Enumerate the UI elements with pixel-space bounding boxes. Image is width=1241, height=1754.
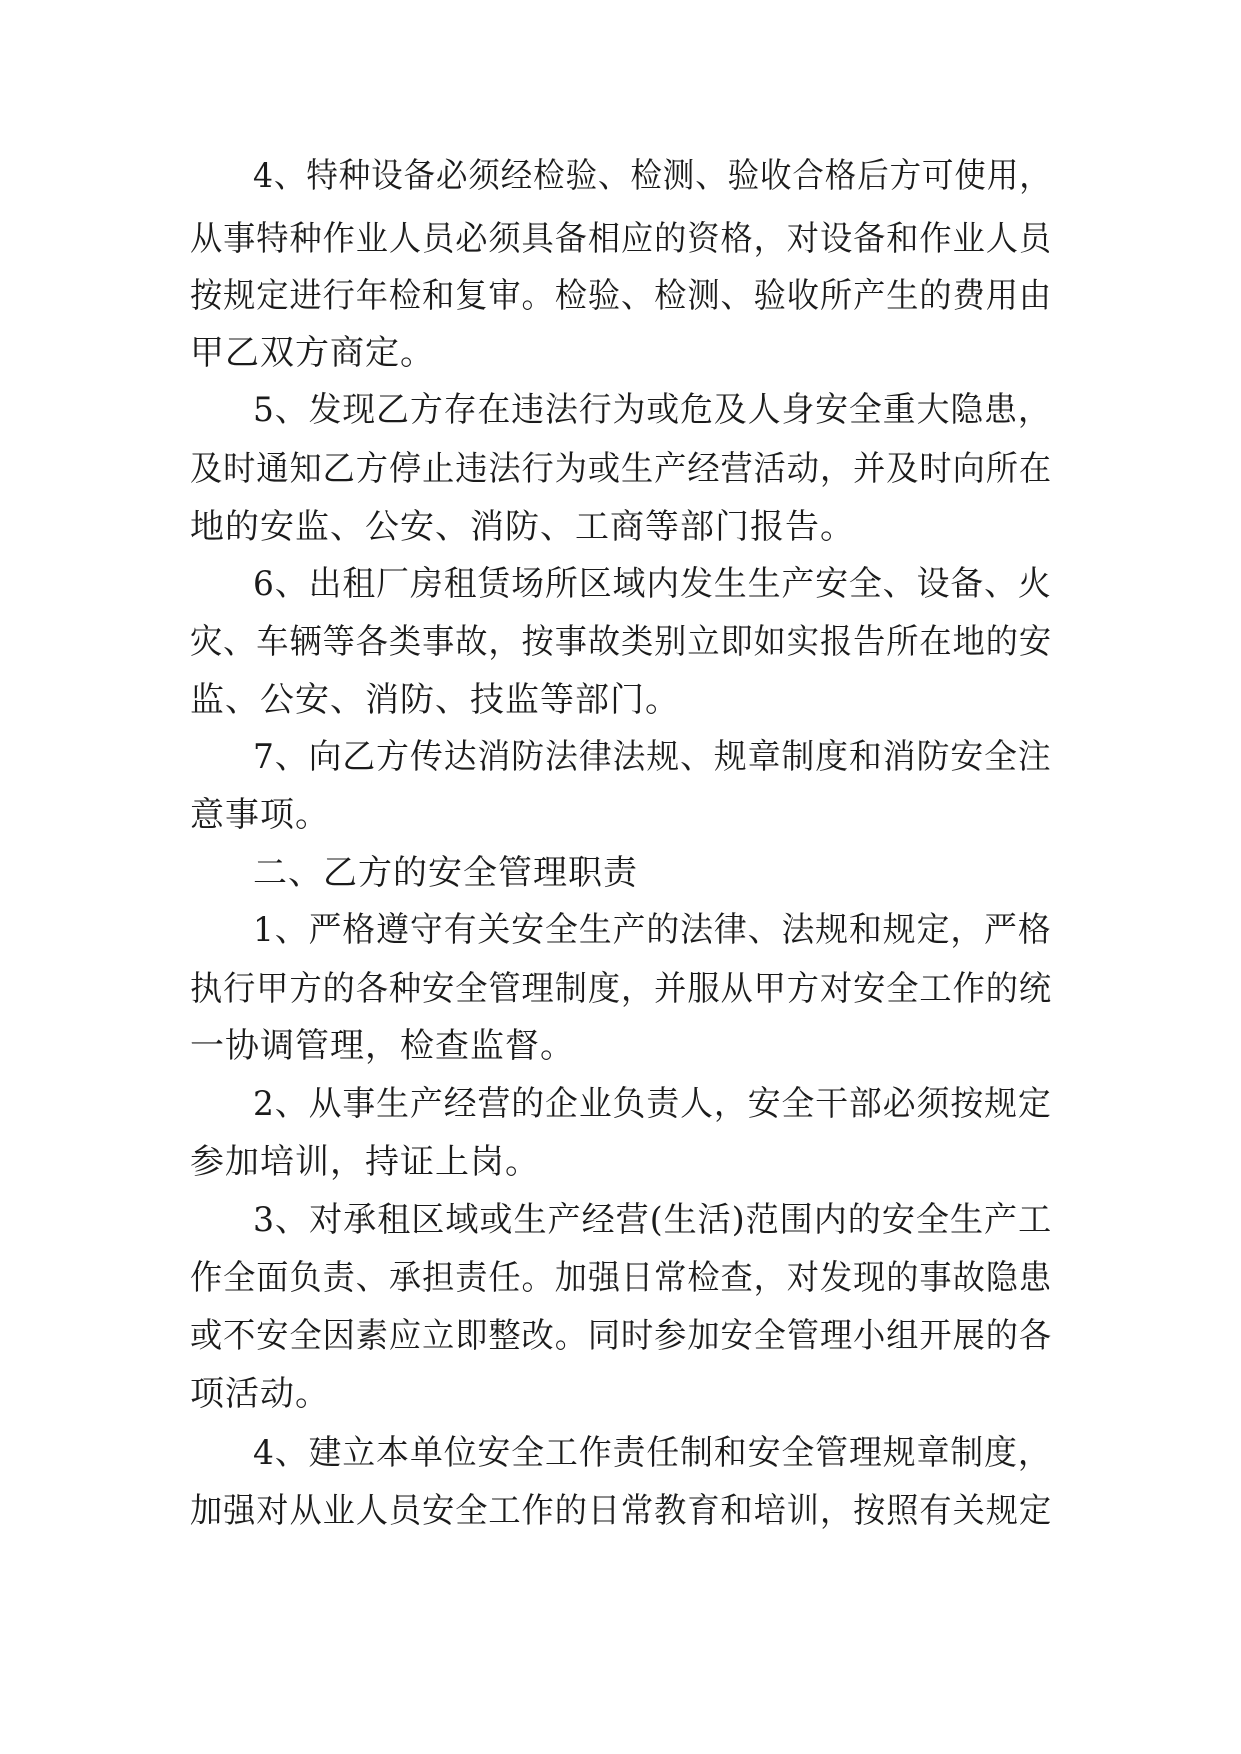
text-line: 6、出租厂房租赁场所区域内发生生产安全、设备、火	[253, 564, 1052, 604]
text-line: 加强对从业人员安全工作的日常教育和培训，按照有关规定	[190, 1491, 1053, 1531]
text-line: 从事特种作业人员必须具备相应的资格，对设备和作业人员	[190, 219, 1053, 259]
text-line: 4、特种设备必须经检验、检测、验收合格后方可使用，	[253, 156, 1052, 196]
text-line: 3、对承租区域或生产经营(生活)范围内的安全生产工	[253, 1200, 1053, 1240]
text-line: 作全面负责、承担责任。加强日常检查，对发现的事故隐患	[190, 1258, 1053, 1298]
text-line: 参加培训，持证上岗。	[190, 1142, 540, 1182]
text-line: 地的安监、公安、消防、工商等部门报告。	[190, 507, 855, 547]
text-line: 7、向乙方传达消防法律法规、规章制度和消防安全注	[253, 737, 1052, 777]
text-line: 执行甲方的各种安全管理制度，并服从甲方对安全工作的统	[190, 969, 1053, 1009]
text-line: 1、严格遵守有关安全生产的法律、法规和规定，严格	[253, 910, 1052, 950]
text-line: 4、建立本单位安全工作责任制和安全管理规章制度，	[253, 1433, 1052, 1473]
text-line: 意事项。	[190, 795, 330, 835]
text-line: 或不安全因素应立即整改。同时参加安全管理小组开展的各	[190, 1316, 1053, 1356]
text-line: 按规定进行年检和复审。检验、检测、验收所产生的费用由	[190, 276, 1053, 316]
text-line: 项活动。	[190, 1374, 330, 1414]
text-line: 5、发现乙方存在违法行为或危及人身安全重大隐患，	[253, 390, 1052, 430]
text-line: 监、公安、消防、技监等部门。	[190, 680, 680, 720]
text-line: 甲乙双方商定。	[190, 333, 435, 373]
text-line: 一协调管理，检查监督。	[190, 1026, 575, 1066]
text-line: 2、从事生产经营的企业负责人，安全干部必须按规定	[253, 1084, 1052, 1124]
section-heading: 二、乙方的安全管理职责	[253, 853, 638, 893]
text-line: 灾、车辆等各类事故，按事故类别立即如实报告所在地的安	[190, 622, 1053, 662]
text-line: 及时通知乙方停止违法行为或生产经营活动，并及时向所在	[190, 449, 1053, 489]
